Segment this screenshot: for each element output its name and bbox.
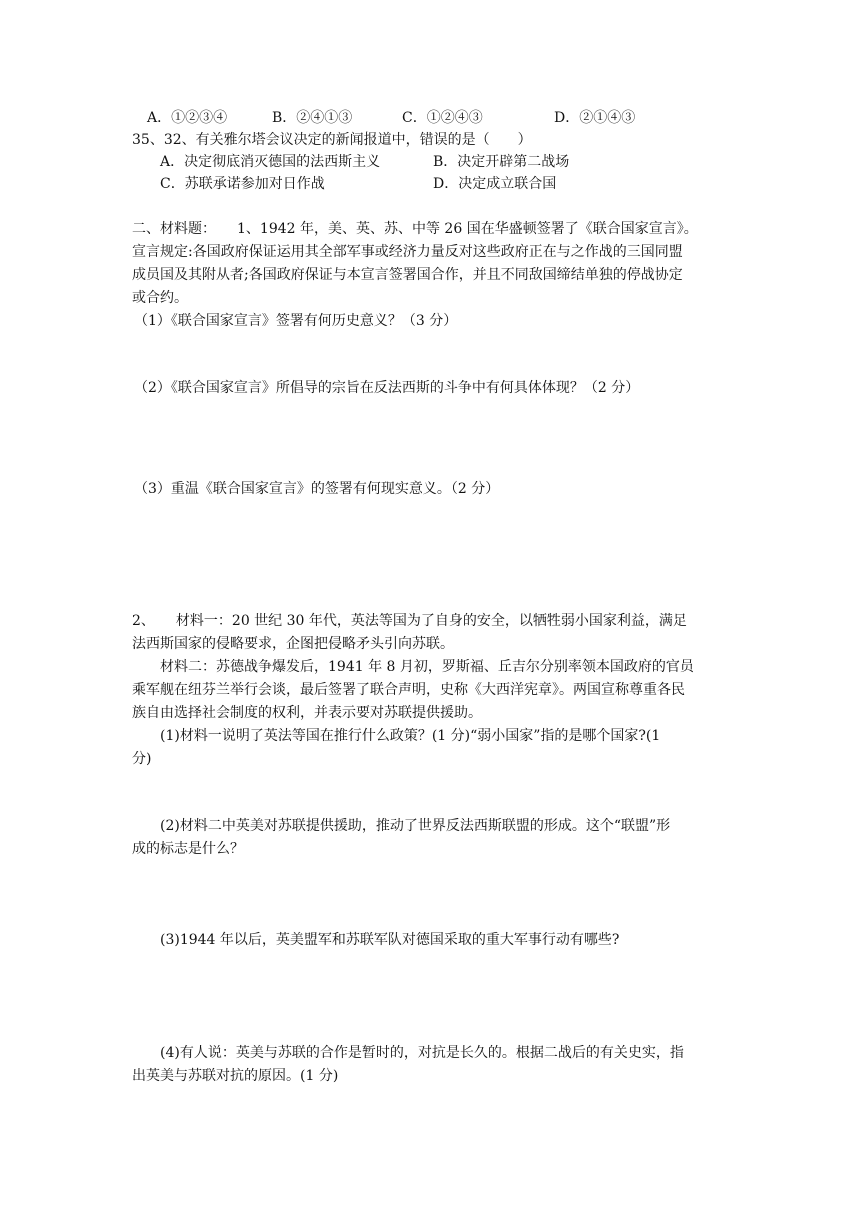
q2-material2-line-3: 族自由选择社会制度的权利，并表示要对苏联提供援助。 bbox=[132, 705, 482, 721]
material1-question-1: （1）《联合国家宣言》签署有何历史意义？（3 分） bbox=[134, 313, 458, 329]
q2-subquestion-2-line-2: 成的标志是什么？ bbox=[132, 841, 244, 857]
material1-question-2: （2）《联合国家宣言》所倡导的宗旨在反法西斯的斗争中有何具体体现？（2 分） bbox=[134, 380, 640, 396]
q2-material2-line-2: 乘军舰在纽芬兰举行会谈，最后签署了联合声明，史称《大西洋宪章》。两国宣称尊重各民 bbox=[132, 682, 685, 698]
q35-option-c: C．苏联承诺参加对日作战 bbox=[160, 176, 325, 192]
q34-option-d: D．②①④③ bbox=[554, 110, 636, 126]
q35-stem: 35、32、有关雅尔塔会议决定的新闻报道中，错误的是（ ） bbox=[132, 132, 532, 148]
material1-question-3: （3）重温《联合国家宣言》的签署有何现实意义。（2 分） bbox=[134, 481, 500, 497]
q2-subquestion-1-line-1: (1)材料一说明了英法等国在推行什么政策？(1 分)“弱小国家”指的是哪个国家?(1 bbox=[132, 728, 661, 744]
q35-option-d: D．决定成立联合国 bbox=[433, 176, 557, 192]
q35-option-b: B．决定开辟第二战场 bbox=[433, 154, 570, 170]
q34-option-a: A．①②③④ bbox=[147, 110, 228, 126]
q35-option-a: A．决定彻底消灭德国的法西斯主义 bbox=[160, 154, 381, 170]
q34-option-c: C．①②④③ bbox=[402, 110, 483, 126]
q2-material1-line-1: 2、 材料一：20 世纪 30 年代，英法等国为了自身的安全，以牺牲弱小国家利益，满足 bbox=[132, 613, 687, 629]
q2-subquestion-3: (3)1944 年以后，英美盟军和苏联军队对德国采取的重大军事行动有哪些? bbox=[132, 932, 620, 948]
material1-line-1: 宣言规定:各国政府保证运用其全部军事或经济力量反对这些政府正在与之作战的三国同盟 bbox=[132, 244, 683, 260]
q2-subquestion-2-line-1: (2)材料二中英美对苏联提供援助，推动了世界反法西斯联盟的形成。这个“联盟”形 bbox=[132, 818, 671, 834]
q2-subquestion-4-line-1: (4)有人说：英美与苏联的合作是暂时的，对抗是长久的。根据二战后的有关史实，指 bbox=[132, 1045, 684, 1061]
q2-material2-line-1: 材料二：苏德战争爆发后，1941 年 8 月初，罗斯福、丘吉尔分别率领本国政府的官员 bbox=[132, 659, 694, 675]
q2-subquestion-1-line-2: 分) bbox=[132, 751, 152, 767]
q2-material1-line-2: 法西斯国家的侵略要求，企图把侵略矛头引向苏联。 bbox=[132, 636, 454, 652]
q34-option-b: B．②④①③ bbox=[272, 110, 353, 126]
q2-subquestion-4-line-2: 出英美与苏联对抗的原因。(1 分) bbox=[132, 1068, 339, 1084]
section2-heading: 二、材料题： 1、1942 年，美、英、苏、中等 26 国在华盛顿签署了《联合国家宣言》。 bbox=[132, 221, 698, 237]
material1-line-2: 成员国及其附从者;各国政府保证与本宣言签署国合作，并且不同敌国缔结单独的停战协定 bbox=[132, 267, 683, 283]
material1-line-3: 或合约。 bbox=[132, 290, 188, 306]
